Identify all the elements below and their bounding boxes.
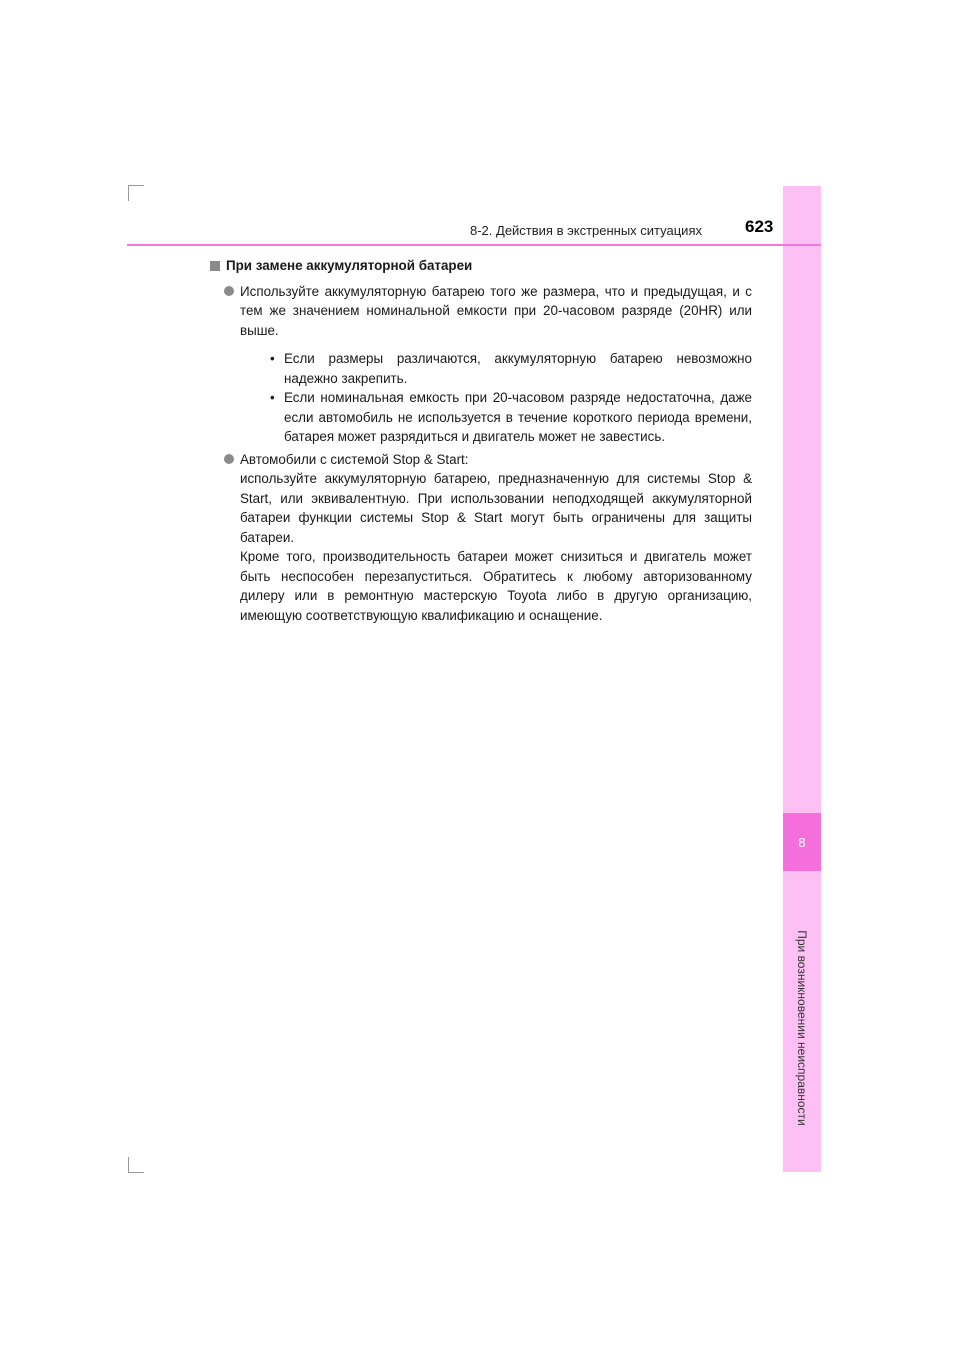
sub-list-item: [270, 349, 752, 388]
section-title: 8-2. Действия в экстренных ситуациях: [470, 223, 702, 238]
bullet-item-stop-start: [210, 450, 752, 626]
chapter-title-vertical: При возникновении неисправности: [795, 930, 809, 1126]
bullet-paragraph: используйте аккумуляторную батарею, предназначенную для системы Stop & Start, или эквивалентную. При использовании неподходящей аккумуляторной батареи функции системы Stop & Start могут быть ограничены для защиты батареи.: [240, 471, 752, 545]
chapter-number: 8: [798, 834, 806, 850]
bullet-title: Автомобили с системой Stop & Start:: [240, 451, 469, 467]
crop-mark-top-left-vertical: [128, 185, 129, 201]
sub-list: [270, 349, 752, 447]
sub-bullet-marker: •: [270, 351, 275, 366]
section-heading-text: При замене аккумуляторной батареи: [226, 258, 473, 273]
crop-mark-bottom-left-horizontal: [128, 1172, 144, 1173]
circle-bullet-icon: [224, 454, 234, 464]
section-heading: [210, 256, 752, 276]
sub-item-text: Если размеры различаются, аккумуляторную батарею невозможно надежно закрепить.: [284, 351, 752, 386]
sub-bullet-marker: •: [270, 390, 275, 405]
sub-list-item: [270, 388, 752, 447]
bullet-item-battery-size: [210, 282, 752, 450]
main-content: [210, 256, 752, 625]
sub-item-text: Если номинальная емкость при 20-часовом разряде недостаточна, даже если автомобиль не используется в течение короткого периода времени, батарея может разрядиться и двигатель может не завестись.: [284, 390, 752, 444]
crop-mark-top-left-horizontal: [128, 185, 144, 186]
square-bullet-icon: [210, 261, 220, 271]
header-divider: [127, 244, 821, 246]
circle-bullet-icon: [224, 286, 234, 296]
chapter-number-block[interactable]: [783, 813, 821, 871]
page-number: 623: [745, 217, 774, 236]
bullet-text: Используйте аккумуляторную батарею того же размера, что и предыдущая, и с тем же значением номинальной емкости при 20-часовом разряде (20HR) или выше.: [240, 283, 752, 338]
bullet-paragraph: Кроме того, производительность батареи может снизиться и двигатель может быть неспособен перезапуститься. Обратитесь к любому авторизованному дилеру или в ремонтную мастерскую Toyota либо в другую организацию, имеющую соответствующую квалификацию и оснащение.: [240, 549, 752, 623]
crop-mark-bottom-left-vertical: [128, 1157, 129, 1173]
